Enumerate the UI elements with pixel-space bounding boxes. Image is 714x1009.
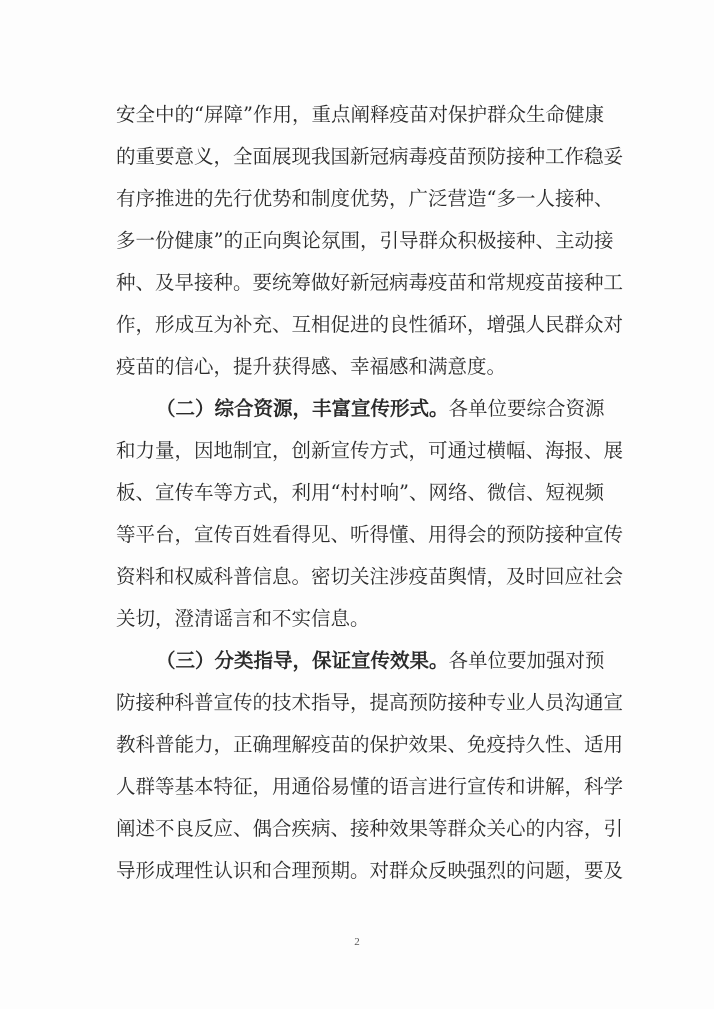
paragraph-2-line-1 [156, 394, 605, 424]
paragraph-2-line-5: 资料和权威科普信息。密切关注涉疫苗舆情，及时回应社会 [116, 565, 624, 588]
paragraph-3-line-6: 导形成理性认识和合理预期。对群众反映强烈的问题，要及 [116, 859, 624, 882]
paragraph-1-line-5: 种、及早接种。要统筹做好新冠病毒疫苗和常规疫苗接种工 [116, 271, 624, 294]
paragraph-2-line-6: 关切，澄清谣言和不实信息。 [116, 607, 370, 630]
paragraph-2-line-4: 等平台，宣传百姓看得见、听得懂、用得会的预防接种宣传 [116, 523, 624, 546]
paragraph-1-line-1: 安全中的“屏障”作用，重点阐释疫苗对保护群众生命健康 [116, 103, 604, 126]
paragraph-1-line-6: 作，形成互为补充、互相促进的良性循环，增强人民群众对 [116, 313, 624, 336]
paragraph-1-line-2: 的重要意义，全面展现我国新冠病毒疫苗预防接种工作稳妥 [116, 145, 624, 168]
paragraph-3-line-3: 教科普能力，正确理解疫苗的保护效果、免疫持久性、适用 [116, 733, 624, 756]
paragraph-2-heading: （二）综合资源，丰富宣传形式。 [156, 397, 449, 420]
paragraph-3-line-4: 人群等基本特征，用通俗易懂的语言进行宣传和讲解，科学 [116, 775, 624, 798]
paragraph-3-line-1 [156, 646, 605, 676]
paragraph-2-line-3: 板、宣传车等方式，利用“村村响”、网络、微信、短视频 [116, 481, 604, 504]
paragraph-1-line-4: 多一份健康”的正向舆论氛围，引导群众积极接种、主动接 [116, 229, 614, 252]
paragraph-2-first-line-rest: 各单位要综合资源 [448, 397, 605, 420]
paragraph-3-heading: （三）分类指导，保证宣传效果。 [156, 649, 449, 672]
page-number: 2 [354, 936, 360, 948]
paragraph-1-line-3: 有序推进的先行优势和制度优势，广泛营造“多一人接种、 [116, 187, 614, 210]
paragraph-3-line-2: 防接种科普宣传的技术指导，提高预防接种专业人员沟通宣 [116, 691, 624, 714]
paragraph-1-line-7: 疫苗的信心，提升获得感、幸福感和满意度。 [116, 355, 507, 378]
paragraph-3-first-line-rest: 各单位要加强对预 [448, 649, 605, 672]
paragraph-3-line-5: 阐述不良反应、偶合疾病、接种效果等群众关心的内容，引 [116, 817, 624, 840]
paragraph-2-line-2: 和力量，因地制宜，创新宣传方式，可通过横幅、海报、展 [116, 439, 624, 462]
